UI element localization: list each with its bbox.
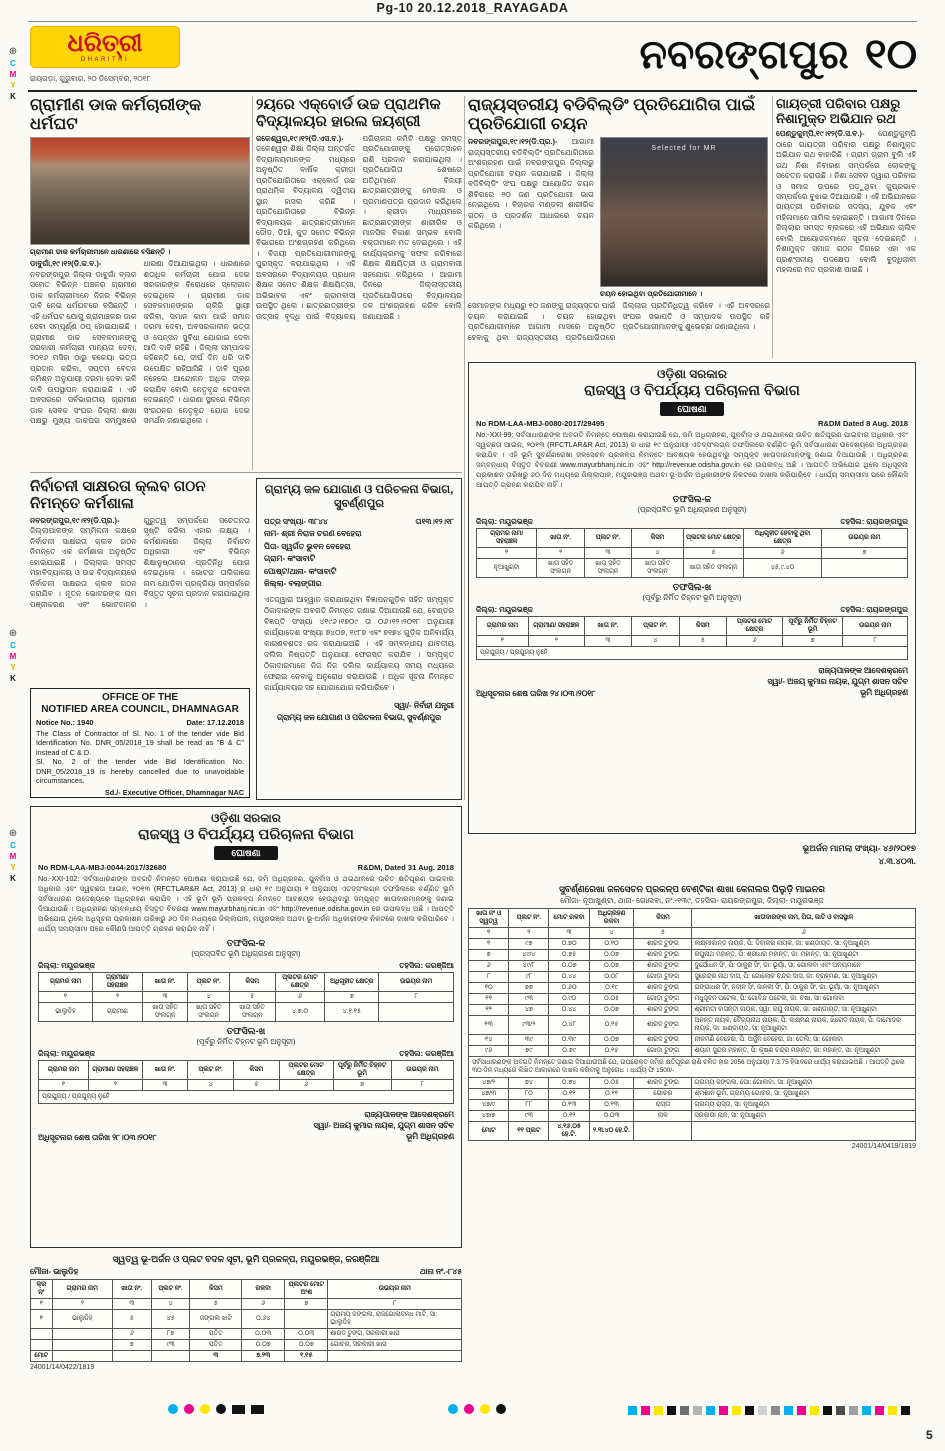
registration-marks-bottom bbox=[3, 828, 23, 883]
registration-mark-icon: ⊕ bbox=[8, 628, 18, 639]
article-body bbox=[256, 134, 462, 322]
headline: ରାଜ୍ୟସ୍ତରୀୟ ବଡିବିଲ୍ଡିଂ ପ୍ରତିଯୋଗିତା ପାଇଁ ପ୍ରତିଯୋଗୀ ଚୟନ bbox=[468, 96, 756, 134]
tender-ref-row bbox=[264, 517, 454, 527]
notice-ref-row bbox=[36, 718, 244, 727]
govt-footer-row bbox=[476, 666, 908, 699]
govt-body: No.-XXI-99: ସର୍ବସାଧାରଣଙ୍କ ଅବଗତି ନିମନ୍ତେ ଘୋଷଣା କରାଯାଉଛି ଯେ, ଜମି ଅଧିଗ୍ରହଣ, ପୁନର୍ବାସ ଓ ଥଇଥାନରେ ଉଚିତ କ୍ଷତିପୂରଣ ପାଇବାର ଅଧିକାର ଏବଂ ସ୍ୱଚ୍ଛତା ଆଇନ, ୨୦୧୩ (RFCTLAR&R Act, 2013) ର ଧାରା ୧୯ ଅନୁଯାୟୀ ଏତଦ୍ସଂଲଗ୍ନ ତଫସିଲରେ ବର୍ଣ୍ଣିତ ଭୂମି ସର୍ବସାଧାରଣ ଉଦ୍ଦେଶ୍ୟରେ ଅଧିଗ୍ରହଣ କରାଯିବ । ଏହି ଭୂମି ସୁବର୍ଣ୍ଣରେଖା ଜଳସେଚନ ପ୍ରକଳ୍ପ ନିମନ୍ତେ ଆବଶ୍ୟକ ହେଉଥିବାରୁ ସମ୍ପୃକ୍ତ ଖାତାଦାରମାନଙ୍କୁ ଜଣାଇ ଦିଆଯାଉଛି । ଅଧିଗ୍ରହଣ ସମ୍ବନ୍ଧୀୟ ବିସ୍ତୃତ ବିବରଣୀ www.mayurbhanj.nic.in ଏବଂ http://revenue.odisha.gov.in ରେ ଉପଲବ୍ଧ ଅଛି । ଆପତ୍ତି ଅଭିଯୋଗ ଥିଲେ ଅଧିସୂଚନା ପ୍ରକାଶନ ତାରିଖରୁ ୬୦ ଦିନ ମଧ୍ୟରେ ଜିଲ୍ଲାପାଳ, ମୟୂରଭଞ୍ଜ ଅଥବା ଭୂ-ଅର୍ଜନ ଅଧିକାରୀଙ୍କ ନିକଟରେ ଦାଖଲ କରିପାରିବେ । ଧାର୍ଯ୍ୟ ସମୟସୀମା ପରେ କୌଣସି ଆପତ୍ତି ଗ୍ରହଣ କରାଯିବ ନାହିଁ । bbox=[476, 430, 908, 490]
tehsil-label: ତହସିଲ: କରଞ୍ଜିଆ bbox=[399, 1049, 454, 1059]
article-body-rest: ସେମାନଙ୍କ ମଧ୍ୟରୁ ୧୦ ଜଣଙ୍କୁ ରାଜ୍ୟସ୍ତର ପାଇଁ ଚୟନ କରାଯାଇଛି । ଚୟନ ହୋଇଥିବା ପ୍ରତିଯୋଗୀମାନେ ଆଗାମୀ ମାସରେ ଅନୁଷ୍ଠିତ ହେବାକୁ ଥିବା ରାଜ୍ୟସ୍ତରୀୟ ପ୍ରତିଯୋଗିତାରେ ଜିଲ୍ଲାର ପ୍ରତିନିଧିତ୍ୱ କରିବେ । ଏହି ଅବସରରେ ସଂଘର ସଭାପତି ଓ ସମ୍ପାଦକ ଉପସ୍ଥିତ ରହି ପ୍ରତିଯୋଗୀମାନଙ୍କୁ ଶୁଭେଚ୍ଛା ଜଣାଇଥିଲେ । bbox=[468, 301, 770, 342]
govt-signature bbox=[768, 666, 909, 699]
headline: ଗାୟତ୍ରୀ ପରିବାର ପକ୍ଷରୁ ନିଶାମୁକ୍ତ ଅଭିଯାନ ରଥ bbox=[776, 96, 901, 127]
article-electoral-literacy bbox=[30, 478, 250, 682]
color-calibration-squares bbox=[628, 1406, 910, 1415]
tender-father-line: ପିତା- ସ୍ୱର୍ଗତ ଭୁବନ ବେହେରା bbox=[264, 541, 351, 551]
thana-label: ଥାନା ନଂ.-୮୪୫ bbox=[419, 1267, 462, 1276]
dateline: ଜଳେଶ୍ୱର,୧୯।୧୨(ଡି.ଏସ.ବ.)- bbox=[256, 133, 344, 143]
cmyk-dots bbox=[168, 1404, 226, 1414]
schedule-a-table: ଗ୍ରାମର ନାମ ଗ୍ରାମୀଣ/ ସହରାଞ୍ଚଳ ଖାତା ନଂ. ପ୍ଲଟ ନଂ. କିସମ ପ୍ଲଟର ମୋଟ କ୍ଷେତ୍ର ଅଧିଗୃହୀତ କ୍ଷେତ୍ର ଉଭୟର ନାମ ୧ ୨ ୩ ୪ ୫ ୬ ୭ ୮ ଭାଲୁଡିହ ଗ୍ରାମୀଣ ଖାତା ସହିତ ସଂଲଗ୍ନ ଖାତା ସହିତ ସଂଲଗ୍ନ ଖାତା ସହିତ ସଂଲଗ୍ନ ୪.୭.୦ ୪.୧.୧୫ bbox=[38, 972, 454, 1022]
body-text: ପେଣ୍ଡୁକୁମ୍ପି ଠାରେ ଗାୟତ୍ରୀ ପରିବାର ପକ୍ଷରୁ ନିଶାମୁକ୍ତ ଅଭିଯାନ ରଥ ବାହାରିଛି । ଗ୍ରାମ ଗ୍ରାମ ବୁଲି ଏହି ରଥ ନିଶା ନିବାରଣ ସମ୍ପର୍କରେ ଲୋକଙ୍କୁ ସଚେତନ କରାଉଛି । ନିଶା ସେବନ ଦ୍ୱାରା ପରିବାର ଓ ସମାଜ ଉପରେ ପଡ଼ୁଥିବା କୁପ୍ରଭାବ ସମ୍ପର୍କରେ ବୁଝାଇ ଦିଆଯାଉଛି । ଏହି ଅଭିଯାନରେ ଗାୟତ୍ରୀ ପରିବାରର ସଦସ୍ୟ, ଯୁବକ ଏବଂ ମହିଳାମାନେ ସାମିଲ ହୋଇଛନ୍ତି । ଆଗାମୀ ଦିନରେ ଜିଲ୍ଲାର ସମସ୍ତ ବ୍ଲକରେ ଏହି ଅଭିଯାନ ଚାଲିବ ବୋଲି ଆୟୋଜକମାନେ ସୂଚନା ଦେଇଛନ୍ତି । ନିଶାମୁକ୍ତ ସମାଜ ଗଠନ ଦିଗରେ ଏହା ଏକ ପ୍ରଶଂସନୀୟ ପଦକ୍ଷେପ ବୋଲି ବୁଦ୍ଧିଜୀବୀ ମହଲରେ ମତ ପ୍ରକାଶ ପାଇଛି । bbox=[776, 129, 916, 275]
mauza-row bbox=[30, 1267, 462, 1277]
cyan-mark: C bbox=[10, 841, 16, 850]
signature-line3: ଭୂମି ଅଧିଗ୍ରହଣ bbox=[406, 1132, 454, 1142]
body-text: ଆଗାମୀ ରାଜ୍ୟସ୍ତରୀୟ ବଡିବିଲ୍ଡିଂ ପ୍ରତିଯୋଗିତାରେ ଅଂଶଗ୍ରହଣ ପାଇଁ ନବରଙ୍ଗପୁର ଜିଲ୍ଲାରୁ ପ୍ରତିଯୋଗୀ ଚୟନ କରାଯାଇଛି । ଜିଲ୍ଲା ବଡିବିଲ୍ଡିଂ ସଂଘ ପକ୍ଷରୁ ଆୟୋଜିତ ଚୟନ ଶିବିରରେ ୨୦ ଜଣ ପ୍ରତିଯୋଗୀ ଭାଗ ନେଇଥିଲେ । ବିଚାରକ ମଣ୍ଡଳୀ ଶାରୀରିକ ଗଠନ ଓ ପ୍ରଦର୍ଶନ ଆଧାରରେ ଚୟନ କରିଥିଲେ । bbox=[468, 137, 594, 230]
govt-body: No.-XXI-102: ସର୍ବସାଧାରଣଙ୍କ ଅବଗତି ନିମନ୍ତେ ଘୋଷଣା କରାଯାଉଛି ଯେ, ଜମି ଅଧିଗ୍ରହଣ, ପୁନର୍ବାସ ଓ ଥଇଥାନରେ ଉଚିତ କ୍ଷତିପୂରଣ ପାଇବାର ଅଧିକାର ଏବଂ ସ୍ୱଚ୍ଛତା ଆଇନ, ୨୦୧୩ (RFCTLAR&R Act, 2013) ର ଧାରା ୧୯ ଅନୁଯାୟୀ ୧ ଅନୁଯାୟୀ ଏତଦ୍ସଂଲଗ୍ନ ତଫସିଲରେ ବର୍ଣ୍ଣିତ ଭୂମି ସର୍ବସାଧାରଣ ଉଦ୍ଦେଶ୍ୟରେ ଅଧିଗ୍ରହଣ କରାଯିବ । ଏହି ଭୂମି ଭୂମି ପ୍ରକଳ୍ପ ନିମନ୍ତେ ଆବଶ୍ୟକ ହେଉଥିବାରୁ ସମ୍ପୃକ୍ତ ଖାତାଦାରମାନଙ୍କୁ ଜଣାଇ ଦିଆଯାଉଛି । ଅଧିଗ୍ରହଣ ସମ୍ବନ୍ଧୀୟ ବିସ୍ତୃତ ବିବରଣୀ www.mayurbhanj.nic.in ଏବଂ http://revenue.odisha.gov.in ରେ ଉପଲବ୍ଧ ଅଛି । ଆପତ୍ତି ଅଭିଯୋଗ ଥିଲେ ଅଧିସୂଚନା ପ୍ରକାଶନ ତାରିଖରୁ ୬୦ ଦିନ ମଧ୍ୟରେ ଜିଲ୍ଲାପାଳ, ମୟୂରଭଞ୍ଜ ଅଥବା ଭୂ-ଅର୍ଜନ ଅଧିକାରୀଙ୍କ ନିକଟରେ ଦାଖଲ କରିପାରିବେ । ଧାର୍ଯ୍ୟ ସମୟସୀମା ପରେ କୌଣସି ଆପତ୍ତି ଗ୍ରହଣ କରାଯିବ ନାହିଁ । bbox=[38, 874, 454, 934]
govt-ref-date: R&DM Dated 8 Aug. 2018 bbox=[817, 419, 908, 428]
masthead-rule bbox=[28, 90, 917, 92]
signature-line1: ରାଜ୍ୟପାଳଙ୍କ ଆଦେଶକ୍ରମେ bbox=[818, 666, 908, 676]
column-rule bbox=[464, 96, 465, 800]
dateline: ନବରଙ୍ଗପୁର,୧୯।୧୨(ଡି.ପ୍ର.)- bbox=[468, 137, 558, 147]
land-schedule-block bbox=[30, 1254, 462, 1382]
notification-final-date: ଅଧିସୂଚନାର ଶେଷ ତାରିଖ ୨୪।୦୩।୨୦୧୮ bbox=[476, 689, 596, 699]
notification-final-date: ଅଧିସୂଚନାର ଶେଷ ତାରିଖ ୨୮।୦୩।୨୦୧୮ bbox=[38, 1133, 157, 1143]
body-text: ଜିଲ୍ଲାପାଳଙ୍କ ସମ୍ମିଳନୀ କକ୍ଷରେ ନିର୍ବାଚନୀ ସାକ୍ଷରତା କ୍ଲବ ଗଠନ ନିମନ୍ତେ ଏକ କର୍ମଶାଳା ଅନୁଷ୍ଠିତ ହୋଇଯାଇଛି । ଜିଲ୍ଲାର ସମସ୍ତ ମହାବିଦ୍ୟାଳୟ ଓ ଉଚ୍ଚ ବିଦ୍ୟାଳୟରେ ନିର୍ବାଚନୀ ସାକ୍ଷରତା କ୍ଲବ ଗଠନ କରାଯିବ । ନୂତନ ଭୋଟରଙ୍କ ନାମ ପଞ୍ଜୀକରଣ ଏବଂ ଭୋଟଦାନର ଗୁରୁତ୍ୱ ସମ୍ପର୍କରେ ସଚେତନତା ସୃଷ୍ଟି କରିବା ଏହାର ଲକ୍ଷ୍ୟ । କର୍ମଶାଳାରେ ଜିଲ୍ଲା ନିର୍ବାଚନ ଅଧିକାରୀ ଏବଂ ବିଭିନ୍ନ ଶିକ୍ଷାନୁଷ୍ଠାନର ପ୍ରତିନିଧି ଯୋଗ ଦେଇଥିଲେ । ଭୋଟର ତାଲିକାରେ ନାମ ଯୋଡ଼ିବା ପ୍ରକ୍ରିୟା ସମ୍ପର୍କରେ ବିସ୍ତୃତ ସୂଚନା ପ୍ରଦାନ କରାଯାଇଥିଲା । bbox=[30, 515, 250, 609]
district-label: ଜିଲ୍ଲା: ମୟୂରଭଞ୍ଜ bbox=[476, 517, 533, 527]
registration-mark-icon: ⊕ bbox=[8, 828, 18, 839]
tender-title: ଗ୍ରାମ୍ୟ ଜଳ ଯୋଗାଣ ଓ ପରିଚଳନା ବିଭାଗ, ସୁବର୍ଣ୍ଣପୁର bbox=[264, 484, 454, 511]
magenta-mark: M bbox=[9, 852, 17, 861]
photo-bodybuilders bbox=[600, 137, 768, 287]
scan-page-number: 5 bbox=[926, 1428, 933, 1442]
district-label: ଜିଲ୍ଲା: ମୟୂରଭଞ୍ଜ bbox=[38, 1049, 95, 1059]
newspaper-logo bbox=[30, 26, 180, 68]
schedule-a-table: ଗ୍ରାମର ନାମ/ ସହରାଞ୍ଚଳ ଖାତା ନଂ. ପ୍ଲଟ ନଂ. କିସମ ପ୍ଲଟର ମୋଟ କ୍ଷେତ୍ର ଅଧିଗୃହୀତ ହେବାକୁ ଥିବା କ୍ଷେତ୍ର ଉଭୟର ନାମ ୧ ୨ ୩ ୪ ୫ ୬ ୭ ନୂଆଖୁଣ୍ଟା ଖାତା ସହିତ ସଂଲଗ୍ନ ଖାତା ସହିତ ସଂଲଗ୍ନ ଖାତା ସହିତ ସଂଲଗ୍ନ ଖାତା ସହିତ ସଂଲଗ୍ନ ୪୫.୯.୪୦ bbox=[476, 528, 908, 578]
body-text: ଜଳେଶ୍ୱର ଶିକ୍ଷା ଜିଲ୍ଲା ଅନ୍ତର୍ଗତ ବିଦ୍ୟାଳୟମାନଙ୍କ ମଧ୍ୟରେ ଅନୁଷ୍ଠିତ ବାର୍ଷିକ କ୍ରୀଡ଼ା ପ୍ରତିଯୋଗିତାରେ ଏକ୍ବୋର୍ଡ ଉଚ୍ଚ ପ୍ରାଥମିକ ବିଦ୍ୟାଳୟ ଦ୍ୱିତୀୟ ସ୍ଥାନ ହାସଲ କରିଛି । ପ୍ରତିଯୋଗିତାରେ ବିଭିନ୍ନ ବିଦ୍ୟାଳୟର ଛାତ୍ରଛାତ୍ରୀମାନେ ଦୌଡ଼, ଡିଆଁ, କୁଦ ସମେତ ବିଭିନ୍ନ ବିଭାଗରେ ଅଂଶଗ୍ରହଣ କରିଥିଲେ । ବିଜୟୀ ପ୍ରତିଯୋଗୀମାନଙ୍କୁ ପୁରସ୍କୃତ କରାଯାଇଥିଲା । ଏହି ଅବସରରେ ବିଦ୍ୟାଳୟର ପ୍ରଧାନ ଶିକ୍ଷକ ସମେତ ଶିକ୍ଷକ ଶିକ୍ଷୟିତ୍ରୀ, ଅଭିଭାବକ ଏବଂ ଗ୍ରାମବାସୀ ଉପସ୍ଥିତ ଥିଲେ । ଛାତ୍ରଛାତ୍ରୀଙ୍କ ଉତ୍ସାହ ବୃଦ୍ଧି ପାଇଁ ବିଦ୍ୟାଳୟ ପରିଚାଳନା କମିଟି ପକ୍ଷରୁ ସମସ୍ତ ପ୍ରତିଯୋଗୀଙ୍କୁ ପ୍ରୋତ୍ସାହନ ରାଶି ପ୍ରଦାନ କରାଯାଇଥିଲା । ପ୍ରତିଯୋଗିତା ଶେଷରେ ଅତିଥିମାନେ ବିଜୟୀ ଛାତ୍ରଛାତ୍ରୀଙ୍କୁ ମେଡାଲ ଓ ପ୍ରମାଣପତ୍ର ପ୍ରଦାନ କରିଥିଲେ । କ୍ରୀଡ଼ା ମାଧ୍ୟମରେ ଛାତ୍ରଛାତ୍ରୀଙ୍କ ଶାରୀରିକ ଓ ମାନସିକ ବିକାଶ ସମ୍ଭବ ବୋଲି ବକ୍ତାମାନେ ମତ ଦେଇଥିଲେ । ଏହି କାର୍ଯ୍ୟକ୍ରମକୁ ସଫଳ କରିବାରେ ଶିକ୍ଷକ ଶିକ୍ଷୟିତ୍ରୀ ଓ ଗ୍ରାମବାସୀ ସହଯୋଗ କରିଥିଲେ । ଆଗାମୀ ଦିନରେ ଜିଲ୍ଲାସ୍ତରୀୟ ପ୍ରତିଯୋଗିତାରେ ବିଦ୍ୟାଳୟର ଦଳ ଅଂଶଗ୍ରହଣ କରିବ ବୋଲି ଜଣାଯାଇଛି । bbox=[256, 133, 462, 321]
dateline: ପେଣ୍ଡୁକୁମ୍ପି,୧୯।୧୨(ଡି.ସ.ବ.)- bbox=[776, 129, 865, 139]
district-label: ଜିଲ୍ଲା: ମୟୂରଭଞ୍ଜ bbox=[476, 605, 533, 615]
yellow-mark: Y bbox=[10, 863, 16, 872]
district-row bbox=[38, 1049, 454, 1059]
body-text: ନବରଙ୍ଗପୁର ଜିଲ୍ଲା ଡାବୁଗାଁ ବ୍ଲକ ସମେତ ବିଭିନ୍ନ ଅଞ୍ଚଳର ଗ୍ରାମୀଣ ଡାକ କର୍ମଚାରୀମାନେ ନିଜର ବିଭିନ୍ନ ଦାବି ନେଇ ଧର୍ମଘଟରେ ବସିଛନ୍ତି । ଏହି ଧର୍ମଘଟ ଯୋଗୁ ଗ୍ରାମାଞ୍ଚଳର ଡାକ ସେବା ସମ୍ପୂର୍ଣ୍ଣ ଠପ୍ ହୋଇଯାଇଛି । ଗ୍ରାମୀଣ ଡାକ ସେବକମାନଙ୍କୁ ସରକାରୀ କର୍ମଚାରୀ ମାନ୍ୟତା ଦେବା, ୨୦୧୬ ମସିହା ଠାରୁ ବକେୟା ଭତ୍ତା ପ୍ରଦାନ କରିବା, ସପ୍ତମ ବେତନ କମିଶନ ଅନୁଯାୟୀ ଦରମା ଦେବା ଭଳି ଦାବି ଉପସ୍ଥାପନ କରାଯାଇଛି । ଏହି ଅବସରରେ ସର୍ବଭାରତୀୟ ଗ୍ରାମୀଣ ଡାକ ସେବକ ସଂଘର ଜିଲ୍ଲା ଶାଖା ପକ୍ଷରୁ ମୁଖ୍ୟ ଡାକଘର ସମ୍ମୁଖରେ ଧାରଣା ଦିଆଯାଇଥିଲା । ଧାରଣାରେ ଶତାଧିକ କର୍ମଚାରୀ ଯୋଗ ଦେଇ ସରକାରଙ୍କ ବିରୋଧରେ ସ୍ଲୋଗାନ ଦେଇଥିଲେ । ଗ୍ରାମୀଣ ଡାକ ସେବକମାନଙ୍କର ଚାକିରି ସ୍ଥାୟୀ କରିବା, ସମାନ କାମ ପାଇଁ ସମାନ ଦରମା ଦେବା, ଅବସରକାଳୀନ ଭତ୍ତା ଓ ପେନ୍ସନ ସୁବିଧା ଯୋଗାଇ ଦେବା ଆଦି ଦାବି ରହିଛି । ଜିଲ୍ଲା ସମ୍ପାଦକ କହିଛନ୍ତି ଯେ, ଦୀର୍ଘ ଦିନ ଧରି ଦାବି ଉପେକ୍ଷିତ ରହିଆସିଛି । ଦାବି ପୂରଣ ନହେଲେ ଆନ୍ଦୋଳନ ଅଧିକ ତୀବ୍ର କରାଯିବ ବୋଲି ନେତୃବୃନ୍ଦ ଚେତାବନୀ ଦେଇଛନ୍ତି । ଧାରଣା ସ୍ଥଳରେ ବିଭିନ୍ନ ସଂଗଠନର ନେତୃବୃନ୍ଦ ଯୋଗ ଦେଇ ସମର୍ଥନ ଜଣାଇଥିଲେ । bbox=[30, 259, 250, 426]
black-mark: K bbox=[10, 674, 16, 683]
signature-line3: ଭୂମି ଅଧିଗ୍ରହଣ bbox=[860, 688, 908, 698]
govt-ref-date: R&DM, Dated 31 Aug. 2018 bbox=[357, 863, 454, 872]
edition-line: ରାୟଗଡ଼ା, ଗୁରୁବାର, ୨୦ ଡିସେମ୍ବର, ୨୦୧୮ bbox=[30, 74, 151, 83]
signature-line2: ସ୍ୱା/- ଅଜୟ କୁମାର ନାୟକ, ଯୁଗ୍ମ ଶାସନ ସଚିବ bbox=[767, 677, 908, 687]
project-subtitle: ମୌଜା- ନୂଆଖୁଣ୍ଟା, ଥାନା- ଗୋଲବା, ନଂ.-୧୩୯, ତହସିଲ- ରାୟରଙ୍ଗପୁର, ଜିଲ୍ଲା- ମୟୂରଭଞ୍ଜ bbox=[560, 896, 824, 905]
tender-signature-office: ଗ୍ରାମ୍ୟ ଜଳ ଯୋଗାଣ ଓ ପରିଚଳନା ବିଭାଗ, ସୁବର୍ଣ୍ଣପୁର bbox=[277, 713, 441, 723]
tender-date: ତା୧୩।୧୨।୧୮ bbox=[415, 516, 454, 526]
color-calibration-dots-center bbox=[448, 1404, 506, 1414]
dateline: ଡାବୁଗାଁ,୧୯।୧୨(ଡି.କ.ବ.)- bbox=[30, 259, 102, 269]
logo-subtext: DHARITRI bbox=[80, 56, 130, 63]
notice-para2: Sl. No. 2 of the tender vide Bid Identification No. DNR_05/2018_19 is hereby cancelled due to unavoidable circumstances. bbox=[36, 757, 244, 786]
photo-caption: ଚୟନ ହୋଇଥିବା ପ୍ରତିଯୋଗୀମାନେ । bbox=[600, 289, 703, 299]
schedule-b-subtitle: (ପୂର୍ବରୁ ନିର୍ମିତ ଚିହ୍ନଟ ଭୂମି ଅନୁସୂଚୀ) bbox=[196, 1037, 296, 1047]
signature-line1: ରାଜ୍ୟପାଳଙ୍କ ଆଦେଶକ୍ରମେ bbox=[364, 1110, 454, 1120]
govt-notice-left bbox=[30, 806, 462, 1248]
govt-signature bbox=[314, 1110, 455, 1143]
density-bar bbox=[232, 1405, 245, 1414]
district-label: ଜିଲ୍ଲା: ମୟୂରଭଞ୍ଜ bbox=[38, 961, 95, 971]
tehsil-label: ତହସିଲ: ରାୟରଙ୍ଗପୁର bbox=[840, 605, 908, 615]
tender-post-line: ପୋଷ୍ଟ/ଥାନା- କଂସାବାଟି bbox=[264, 566, 337, 576]
tehsil-label: ତହସିଲ: ରାୟରଙ୍ଗପୁର bbox=[840, 517, 908, 527]
print-ref-code: 24001/14/0422/1819 bbox=[30, 1364, 95, 1371]
govt-ref-row bbox=[38, 863, 454, 872]
notice-date: Date: 17.12.2018 bbox=[186, 718, 244, 727]
registration-marks-middle bbox=[3, 628, 23, 683]
land-schedule-table: କ୍ର ନଂ ଗ୍ରାମର ନାମ ଖାତା ନଂ. ପ୍ଲଟ ନଂ. କିସମ ରକବା ପ୍ଲଟର ମୋଟ ଅଂଶ ଉଭୟର ନାମ ୧ ୨ ୩ ୪ ୫ ୬ ୭ ୮ ୧ ଭାଲୁଡିହ ୫ ୪୫ ଜଙ୍ଗଲ ଝାଟି ୦.୬୪ ଗ୍ରାମ୍ୟ ଜଙ୍ଗଲ, ରାଜଗୋଲାବନ୍ଧ ମାଟି, ସା: ଭାଲୁଡିହ ୬ ୮୭ ପତିତ ୦.୦୩ ୦.୦୩ ଶାରଦ ଟୁଙ୍ଗ, ସରକାରୀ ଖାସ ୭ ୯୩ ପତିତ ୦.୦୭ ୦.୦୭ ଗୋଚର, ସରକାରୀ ଖାସ ମୋଟ ୩ ୭.୨୩ ୧.୧୫ bbox=[30, 1279, 462, 1362]
photo-figure bbox=[600, 137, 770, 298]
district-row bbox=[38, 961, 454, 971]
article-school-sports bbox=[256, 96, 462, 472]
govt-ref-row bbox=[476, 419, 908, 428]
schedule-b-table: ଗ୍ରାମର ନାମ ଗ୍ରାମୀଣ/ ସହରାଞ୍ଚଳ ଖାତା ନଂ. ପ୍ଲଟ ନଂ. କିସମ ପ୍ଲଟର ମୋଟ କ୍ଷେତ୍ର ପୂର୍ବରୁ ନିର୍ମିତ ଚିହ୍ନଟ ଭୂମି ଉଭୟର ନାମ ୧ ୨ ୩ ୪ ୫ ୬ ୭ ୮ ପ୍ରଯୁଜ୍ୟ / ପ୍ରଯୁଜ୍ୟ ନୁହେଁ bbox=[476, 616, 908, 660]
section-rule bbox=[30, 472, 462, 473]
cyan-mark: C bbox=[10, 59, 16, 68]
govt-org: ଓଡ଼ିଶା ସରକାର bbox=[657, 367, 727, 381]
article-lead-row bbox=[468, 137, 770, 298]
magenta-mark: M bbox=[9, 70, 17, 79]
case-number: ଭୂଅର୍ଜନ ମାମଲା ସଂଖ୍ୟା- ୪୬/୨୦୧୭ bbox=[802, 843, 916, 853]
article-body bbox=[30, 259, 250, 427]
cyan-mark: C bbox=[10, 641, 16, 650]
page-number-odia: ୧୦ bbox=[864, 30, 917, 77]
water-dept-tender-notice bbox=[256, 478, 462, 800]
article-postal-strike bbox=[30, 96, 250, 472]
page-title-wrap bbox=[639, 30, 917, 79]
govt-org: ଓଡ଼ିଶା ସରକାର bbox=[211, 811, 281, 825]
schedule-a-title: ତଫସିଲ-କ bbox=[672, 494, 712, 505]
announcement-badge: ଘୋଷଣା bbox=[214, 846, 278, 860]
photo-postal-strike bbox=[30, 137, 250, 245]
land-case-info bbox=[600, 842, 916, 868]
registration-mark-icon: ⊕ bbox=[8, 46, 18, 57]
masthead bbox=[28, 24, 917, 90]
tender-village-line: ଗ୍ରାମ- କଂସାବାଟି bbox=[264, 554, 316, 564]
density-bar bbox=[251, 1405, 264, 1414]
govt-notice-right bbox=[468, 362, 916, 834]
acquisition-table-block bbox=[468, 884, 916, 1372]
schedule-b-subtitle: (ପୂର୍ବରୁ ନିର୍ମିତ ଚିହ୍ନଟ ଭୂମି ଅନୁସୂଚୀ) bbox=[642, 593, 742, 603]
tehsil-label: ତହସିଲ: କରଞ୍ଜିଆ bbox=[399, 961, 454, 971]
schedule-a-subtitle: (ପ୍ରସ୍ତାବିତ ଭୂମି ଅଧିଗ୍ରହଣ ଅନୁସୂଚୀ) bbox=[637, 505, 747, 515]
photo-banner-text: Selected for MR bbox=[651, 145, 717, 153]
column-rule bbox=[772, 96, 773, 358]
notice-number: Notice No.: 1940 bbox=[36, 718, 94, 727]
govt-dept: ରାଜସ୍ୱ ଓ ବିପର୍ଯ୍ୟୟ ପରିଚାଳନା ବିଭାଗ bbox=[138, 827, 354, 843]
article-body-lead bbox=[468, 137, 594, 298]
notice-title-line2: NOTIFIED AREA COUNCIL, DHAMNAGAR bbox=[41, 704, 239, 715]
article-gayatri-rath bbox=[776, 96, 916, 358]
article-bodybuilding bbox=[468, 96, 770, 358]
photo-caption: ଗ୍ରାମୀଣ ଡାକ କର୍ମଚାରୀମାନେ ଧାରଣାରେ ବସିଛନ୍ତି । bbox=[30, 247, 171, 257]
print-ref-code: 24001/14/0419/1819 bbox=[851, 1143, 916, 1150]
yellow-mark: Y bbox=[10, 663, 16, 672]
project-title: ସୁବର୍ଣ୍ଣରେଖା ଜଳସେଚନ ପ୍ରକଳ୍ପ ବେଣ୍ଟିକା ଶାଖା କେନାଲର ପିଲୁଡ଼ି ମାଇନର bbox=[559, 884, 825, 894]
tender-name-line: ନାମ- ଶ୍ରୀ ନିରାଜ ଚରଣ ବେହେରା bbox=[264, 529, 362, 539]
black-mark: K bbox=[10, 874, 16, 883]
scan-header: Pg-10 20.12.2018_RAYAGADA bbox=[376, 1, 569, 15]
magenta-mark: M bbox=[9, 652, 17, 661]
notice-signature: Sd./- Executive Officer, Dhamnagar NAC bbox=[104, 787, 244, 797]
signature-line2: ସ୍ୱା/- ଅଜୟ କୁମାର ନାୟକ, ଯୁଗ୍ମ ଶାସନ ସଚିବ bbox=[313, 1121, 454, 1131]
article-body bbox=[30, 516, 250, 610]
land-schedule-title: ସ୍ୱତ୍ୱ ଭୂ-ଅର୍ଜନ ଓ ପ୍ଲଟ ବଦଳ ସୂଚୀ, ଭୂମି ପ୍ରକଳ୍ପ, ମୟୂରଭଞ୍ଜ, କରଞ୍ଜିଆ bbox=[112, 1254, 380, 1264]
schedule-a-subtitle: (ପ୍ରସ୍ତାବିତ ଭୂମି ଅଧିଗ୍ରହଣ ଅନୁସୂଚୀ) bbox=[191, 949, 301, 959]
govt-ref-no: No RDM-LAA-MBJ-0080-2017/29495 bbox=[476, 419, 605, 428]
headline: ୨ୟରେ ଏକ୍ବୋର୍ଡ ଉଚ୍ଚ ପ୍ରାଥମିକ ବିଦ୍ୟାଳୟର ହାରଲ ଜୟଶ୍ରୀ bbox=[256, 96, 441, 131]
tender-letter-no: ପତ୍ର ସଂଖ୍ୟା- ୩୮୪୪ bbox=[264, 516, 328, 526]
govt-dept: ରାଜସ୍ୱ ଓ ବିପର୍ଯ୍ୟୟ ପରିଚାଳନା ବିଭାଗ bbox=[584, 383, 800, 399]
article-body bbox=[776, 129, 916, 276]
district-row bbox=[476, 517, 908, 527]
govt-ref-no: No RDM-LAA-MBJ-0044-2017/32680 bbox=[38, 863, 167, 872]
cmyk-dots bbox=[448, 1404, 506, 1414]
headline: ନିର୍ବାଚନୀ ସାକ୍ଷରତା କ୍ଲବ ଗଠନ ନିମନ୍ତେ କର୍ମଶାଳା bbox=[30, 478, 206, 513]
schedule-a-title: ତଫସିଲ-କ bbox=[226, 938, 266, 949]
page-title: ନବରଙ୍ଗପୁର bbox=[639, 33, 849, 77]
nac-notice bbox=[30, 688, 250, 798]
acquisition-table: ଖାତା ନଂ ଓ ସ୍ୱତ୍ୱ ପ୍ଲଟ ନଂ. ମୋଟ ରକବା ଅଧିଗ୍ରହଣ ରକବା କିସମ ଖାତାଦାରଙ୍କ ନାମ, ପିତା, ଜାତି ଓ ବାସସ୍ଥାନ ୧ ୨ ୩ ୪ ୫ ୬ ୧ ୯୭ ୦.୭୦ ୦.୧୦ ଶାରଦ ଟୁଙ୍ଗ ଲକ୍ଷ୍ମୀକାନ୍ତ ନାୟକ, ପି: ଦିବାକର ନାୟକ, ଜା: ଖଣ୍ଡାୟତ, ସା: ନୂଆଖୁଣ୍ଟା ୭ ୪୯/୪ ୦.୭୫ ୦.୦୭ ଶାରଦ ଟୁଙ୍ଗ ରଘୁନାଥ ମହାନ୍ତ, ପି: ଶ୍ରୀଧର ମହାନ୍ତ, ଜା: ମହାନ୍ତ, ସା: ନୂଆଖୁଣ୍ଟା ୬ ୪୯/୮ ୦.୦୭ ୦.୦୭ ଶାରଦ ଟୁଙ୍ଗ ଦୁର୍ଯୋଧନ ସିଂ, ପି: ଠାକୁର ସିଂ, ଜା: ଭୂୟାଁ, ସା: ଗୋଲବା ଏବଂ ଅନ୍ୟମାନେ ୮ ୯୮ ୦.୪୪ ୦.୦୮ ଗୋଡ଼ା ଟୁଙ୍ଗ ସୁରେନ୍ଦ୍ର ନାଥ ଦାସ, ପି: ଗୋଲୋକ ଚନ୍ଦ୍ର ଦାସ, ଜା: ବ୍ରାହ୍ମଣ, ସା: ନୂଆଖୁଣ୍ଟା ୧୦ ୭୭ ୦.୬୦ ୦.୧୯ ଶାରଦ ଟୁଙ୍ଗ ଗଙ୍ଗାଧର ସିଂ, ନବୀନ ସିଂ, ଜାନକୀ ସିଂ, ପି: ଠାକୁର ସିଂ, ଜା: ଭୂୟାଁ, ସା: ନୂଆଖୁଣ୍ଟା ୧୧ ୯୩ ୦.୯୦ ୦.୦୫ ଗୋଡ଼ା ଟୁଙ୍ଗ ମଧୁସୂଦନ ପଟେଲ, ପି: ଗୋବିନ୍ଦ ପଟେଲ, ଜା: ଚଷା, ସା: ଗୋଲବା ୧୨ ୪୭ ୦.୪୪ ୦.୦୭ ଶାରଦ ଟୁଙ୍ଗ ଶ୍ରୀମତୀ ବାସନ୍ତୀ ନାୟକ, ସ୍ୱା: ରଘୁ ନାୟକ, ଜା: ଖଣ୍ଡାୟତ, ସା: ନୂଆଖୁଣ୍ଟା ୧୩ ୯୩/୨ ୦.୪୮ ୦.୧୫ ଶାରଦ ଟୁଙ୍ଗ ଅନନ୍ତ ନାୟକ, ବୈଦ୍ୟନାଥ ନାୟକ, ପି: ଲକ୍ଷ୍ମଣ ନାୟକ, ଖିରୋଦ ନାୟକ, ପି: ଦାମୋଦର ନାୟକ, ଜା: ଖଣ୍ଡାୟତ, ସା: ନୂଆଖୁଣ୍ଟା ୧୪ ୩୯ ୦.୩୯ ୦.୦୭ ଶାରଦ ଟୁଙ୍ଗ ନୀଳମଣି ବେହେରା, ପି: ଅର୍ଜୁନ ବେହେରା, ଜା: ତେଲି, ସା: ଗୋଲବା ୯୬ ୭୯ ୦.୭୯ ୦.୧୫ ଗୋଡ଼ା ଟୁଙ୍ଗ ଶ୍ୟାମ ସୁନ୍ଦର ମହାନ୍ତ, ପି: କୃଷ୍ଣ ଚନ୍ଦ୍ର ମହାନ୍ତ, ଜା: ମହାନ୍ତ, ସା: ନୂଆଖୁଣ୍ଟା ସର୍ବସାଧାରଣଙ୍କ ଅବଗତି ନିମନ୍ତେ ଜଣାଇ ଦିଆଯାଉଅଛି ଯେ, ଉପରୋକ୍ତ ଜମିର କ୍ଷତିପୂରଣ ରାଶି ଚଳିତ ହାର 2056 ଅନୁଯାୟୀ 7.3.75 ହିସାବରେ ଧାର୍ଯ୍ୟ କରାଯାଇଅଛି । ଆପତ୍ତି ଥିଲେ ୩୦ ଦିନ ମଧ୍ୟରେ ଲିଖିତ ଆକାରରେ ଦାଖଲ କରିବାକୁ ଅନୁରୋଧ । ଧାର୍ଯ୍ୟ ଫି 1500/- ୪୭/୨ ୭୪ ୦.୭୪ ୦.୦୫ ଶାରଦ ଟୁଙ୍ଗ ଗ୍ରାମ୍ୟ ଜଙ୍ଗଲ, ପୋ: ଗୋଲବା, ସା: ନୂଆଖୁଣ୍ଟା ୪୭/୩ ୮୦ ୦.୧୧ ୦.୧୧ ଗୋଚର ଶ୍ମଶାନ ଭୂମି, ଗ୍ରାମ୍ୟ ଗୋଚର, ସା: ନୂଆଖୁଣ୍ଟା ୪୭/୯ ୮୮ ୦.୧୩ ୦.୧୩ ରାସ୍ତା ଗ୍ରାମ୍ୟ ରାସ୍ତା, ସା: ନୂଆଖୁଣ୍ଟା ୪୭/୭ ୯୩ ୦.୧୨ ୦.୦୩ ନାଳ ସରକାରୀ ନାଳ, ସା: ନୂଆଖୁଣ୍ଟା ମୋଟ ୧୧ ପ୍ଲଟ ୪.୧୬.୦୫ ହେ.ଟି. ୨.୩.୪୦ ହେ.ଟି. bbox=[468, 908, 916, 1141]
district-row bbox=[476, 605, 908, 615]
color-calibration-dots-left bbox=[168, 1404, 264, 1414]
tender-district-line: ଜିଲ୍ଲା- ବଲାଙ୍ଗୀର bbox=[264, 579, 322, 589]
headline: ଗ୍ରାମୀଣ ଡାକ କର୍ମଚାରୀଙ୍କ ଧର୍ମଘଟ bbox=[30, 96, 202, 134]
notice-para1: The Class of Contractor of Sl. No. 1 of the tender vide Bid Identification No. DNR_05/2018_19 shall be read as "B & C" instead of C & D. bbox=[36, 729, 244, 757]
column-rule bbox=[252, 96, 253, 470]
tender-body: ଏତଦ୍ଦ୍ୱାରା ଆହ୍ୱାନ କରାଯାଇଥିବା ବିଜ୍ଞାପନଗୁଡ଼ିକ ସହିତ ସମ୍ପୃକ୍ତ ଠିକାଦାରଙ୍କ ଅବଗତି ନିମନ୍ତେ ଜଣାଇ ଦିଆଯାଉଛି ଯେ, ଟେଣ୍ଡର ବିଜ୍ଞପ୍ତି ସଂଖ୍ୟା ୪୧୯୬।୧୭୦୯ ତା ୦୬।୧୨।୨୦୧୮ ଅନୁଯାୟୀ କାର୍ଯ୍ୟାଦେଶ ସଂଖ୍ୟା ୭୪୦୭, ୧୯୮୭ ଏବଂ ୭୧୭୪ ଗୁଡ଼ିକ ଅନିବାର୍ଯ୍ୟ କାରଣବଶତଃ ରଦ୍ଦ କରାଯାଇଅଛି । ଏହି ସମ୍ବନ୍ଧୀୟ ଯାବତୀୟ ଦଲିଲ ନିଷ୍ପତ୍ତି ଅନୁଯାୟୀ ଫେରସ୍ତ କରାଯିବ । ସମ୍ପୃକ୍ତ ଠିକାଦାରମାନେ ନିଜ ନିଜ ଦଲିଲ କାର୍ଯ୍ୟାଳୟ ସମୟ ମଧ୍ୟରେ ଫେରାଇ ନେବାକୁ ଅନୁରୋଧ କରାଯାଉଛି । ଅଧିକ ସୂଚନା ନିମନ୍ତେ କାର୍ଯ୍ୟାଳୟର ସହ ଯୋଗାଯୋଗ କରିପାରିବେ । bbox=[264, 595, 454, 693]
announcement-badge: ଘୋଷଣା bbox=[660, 402, 724, 416]
notice-title-line1: OFFICE OF THE bbox=[101, 692, 179, 703]
registration-marks-top bbox=[3, 46, 23, 101]
top-rule bbox=[28, 21, 917, 22]
black-mark: K bbox=[10, 92, 16, 101]
yellow-mark: Y bbox=[10, 81, 16, 90]
schedule-b-title: ତଫସିଲ-ଖ bbox=[672, 582, 712, 593]
schedule-b-table: ଗ୍ରାମର ନାମ ଗ୍ରାମୀଣ/ ସହରାଞ୍ଚଳ ଖାତା ନଂ. ପ୍ଲଟ ନଂ. କିସମ ପ୍ଲଟର ମୋଟ କ୍ଷେତ୍ର ପୂର୍ବରୁ ନିର୍ମିତ ଚିହ୍ନଟ ଭୂମି ଉଭୟର ନାମ ୧ ୨ ୩ ୪ ୫ ୬ ୭ ୮ ପ୍ରଯୁଜ୍ୟ / ପ୍ରଯୁଜ୍ୟ ନୁହେଁ bbox=[38, 1060, 454, 1104]
schedule-b-title: ତଫସିଲ-ଖ bbox=[226, 1026, 266, 1037]
tender-signature: ସ୍ୱା/- ନିର୍ବାହୀ ଯନ୍ତ୍ରୀ bbox=[394, 701, 454, 711]
dateline: ନବରଙ୍ଗପୁର,୧୯।୧୨(ଡି.ପ୍ର.)- bbox=[30, 515, 120, 525]
mauza-label: ମୌଜା- ଭାଲୁଡିହ bbox=[30, 1267, 79, 1276]
govt-footer-row bbox=[38, 1110, 454, 1143]
logo-text: ଧରିତ୍ରୀ bbox=[67, 29, 143, 57]
case-ref: ୪.୩.୪୦୩. bbox=[878, 855, 916, 866]
